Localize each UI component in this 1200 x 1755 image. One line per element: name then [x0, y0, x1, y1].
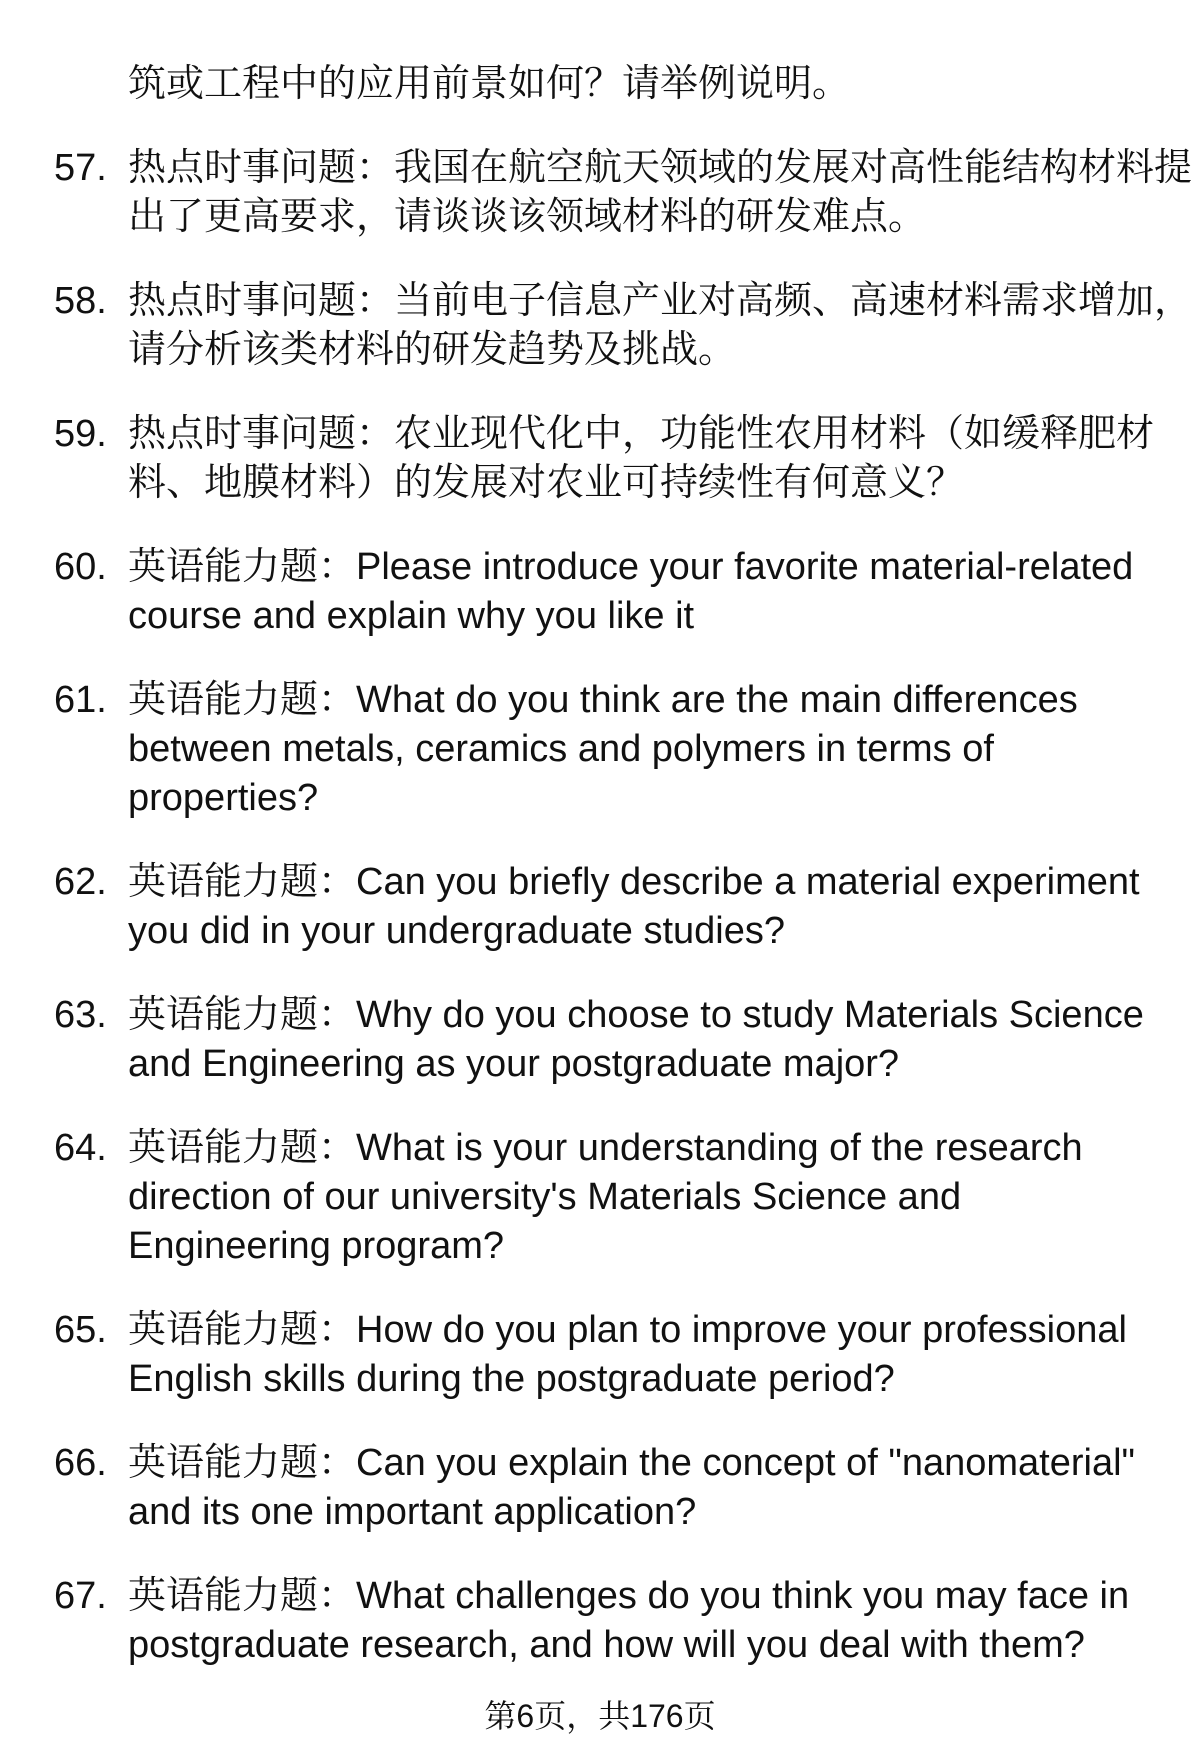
question-number: 58. — [54, 280, 107, 322]
question-text — [128, 277, 1200, 375]
question-text — [128, 858, 1200, 956]
question-text — [128, 1439, 1200, 1537]
question-text — [128, 1306, 1200, 1404]
question-number: 65. — [54, 1309, 107, 1351]
text-line: 热点时事问题：当前电子信息产业对高频、高速材料需求增加， — [128, 280, 1193, 322]
text-line: you did in your undergraduate studies? — [128, 910, 786, 952]
text-line: 英语能力题：Why do you choose to study Materials Science — [128, 994, 1144, 1036]
question-item — [0, 1439, 1200, 1537]
question-item — [0, 858, 1200, 956]
text-line: 英语能力题：Can you briefly describe a material experiment — [128, 861, 1140, 903]
text-line: 英语能力题：How do you plan to improve your professional — [128, 1309, 1127, 1351]
page-number: 第6页，共176页 — [484, 1698, 716, 1734]
question-number: 57. — [54, 147, 107, 189]
text-line: 英语能力题：Can you explain the concept of "nanomaterial" — [128, 1442, 1136, 1484]
question-text — [128, 144, 1200, 242]
text-line: properties? — [128, 777, 319, 819]
text-line: 英语能力题：What do you think are the main differences — [128, 679, 1078, 721]
question-number: 64. — [54, 1127, 107, 1169]
text-line: 料、地膜材料）的发展对农业可持续性有何意义？ — [128, 462, 965, 504]
text-line: 热点时事问题：我国在航空航天领域的发展对高性能结构材料提 — [128, 147, 1193, 189]
question-text — [128, 543, 1200, 641]
question-item — [0, 1306, 1200, 1404]
question-item — [0, 144, 1200, 242]
question-text — [128, 1124, 1200, 1271]
question-text — [128, 410, 1200, 508]
text-line: 请分析该类材料的研发趋势及挑战。 — [128, 329, 737, 371]
text-line: and Engineering as your postgraduate major? — [128, 1043, 900, 1085]
text-line: and its one important application? — [128, 1491, 697, 1533]
text-line: 筑或工程中的应用前景如何？请举例说明。 — [128, 63, 851, 105]
question-text — [128, 676, 1200, 823]
question-list — [0, 60, 1200, 1705]
question-item — [0, 676, 1200, 823]
text-line: between metals, ceramics and polymers in terms of — [128, 728, 994, 770]
question-item — [0, 1572, 1200, 1670]
question-item — [0, 277, 1200, 375]
question-item — [0, 543, 1200, 641]
text-line: 热点时事问题：农业现代化中，功能性农用材料（如缓释肥材 — [128, 413, 1155, 455]
question-number: 62. — [54, 861, 107, 903]
text-line: English skills during the postgraduate period? — [128, 1358, 895, 1400]
text-line: 英语能力题：Please introduce your favorite material-related — [128, 546, 1134, 588]
text-line: direction of our university's Materials Science and — [128, 1176, 962, 1218]
question-text — [128, 60, 1200, 109]
question-number: 59. — [54, 413, 107, 455]
question-text — [128, 1572, 1200, 1670]
question-number: 66. — [54, 1442, 107, 1484]
question-number: 67. — [54, 1575, 107, 1617]
text-line: Engineering program? — [128, 1225, 505, 1267]
question-number: 60. — [54, 546, 107, 588]
text-line: postgraduate research, and how will you deal with them? — [128, 1624, 1085, 1666]
text-line: 出了更高要求，请谈谈该领域材料的研发难点。 — [128, 196, 927, 238]
question-number: 63. — [54, 994, 107, 1036]
question-item — [0, 991, 1200, 1089]
question-continuation — [0, 60, 1200, 109]
question-item — [0, 1124, 1200, 1271]
text-line: course and explain why you like it — [128, 595, 695, 637]
text-line: 英语能力题：What challenges do you think you may face in — [128, 1575, 1130, 1617]
question-text — [128, 991, 1200, 1089]
question-number: 61. — [54, 679, 107, 721]
question-item — [0, 410, 1200, 508]
text-line: 英语能力题：What is your understanding of the research — [128, 1127, 1083, 1169]
